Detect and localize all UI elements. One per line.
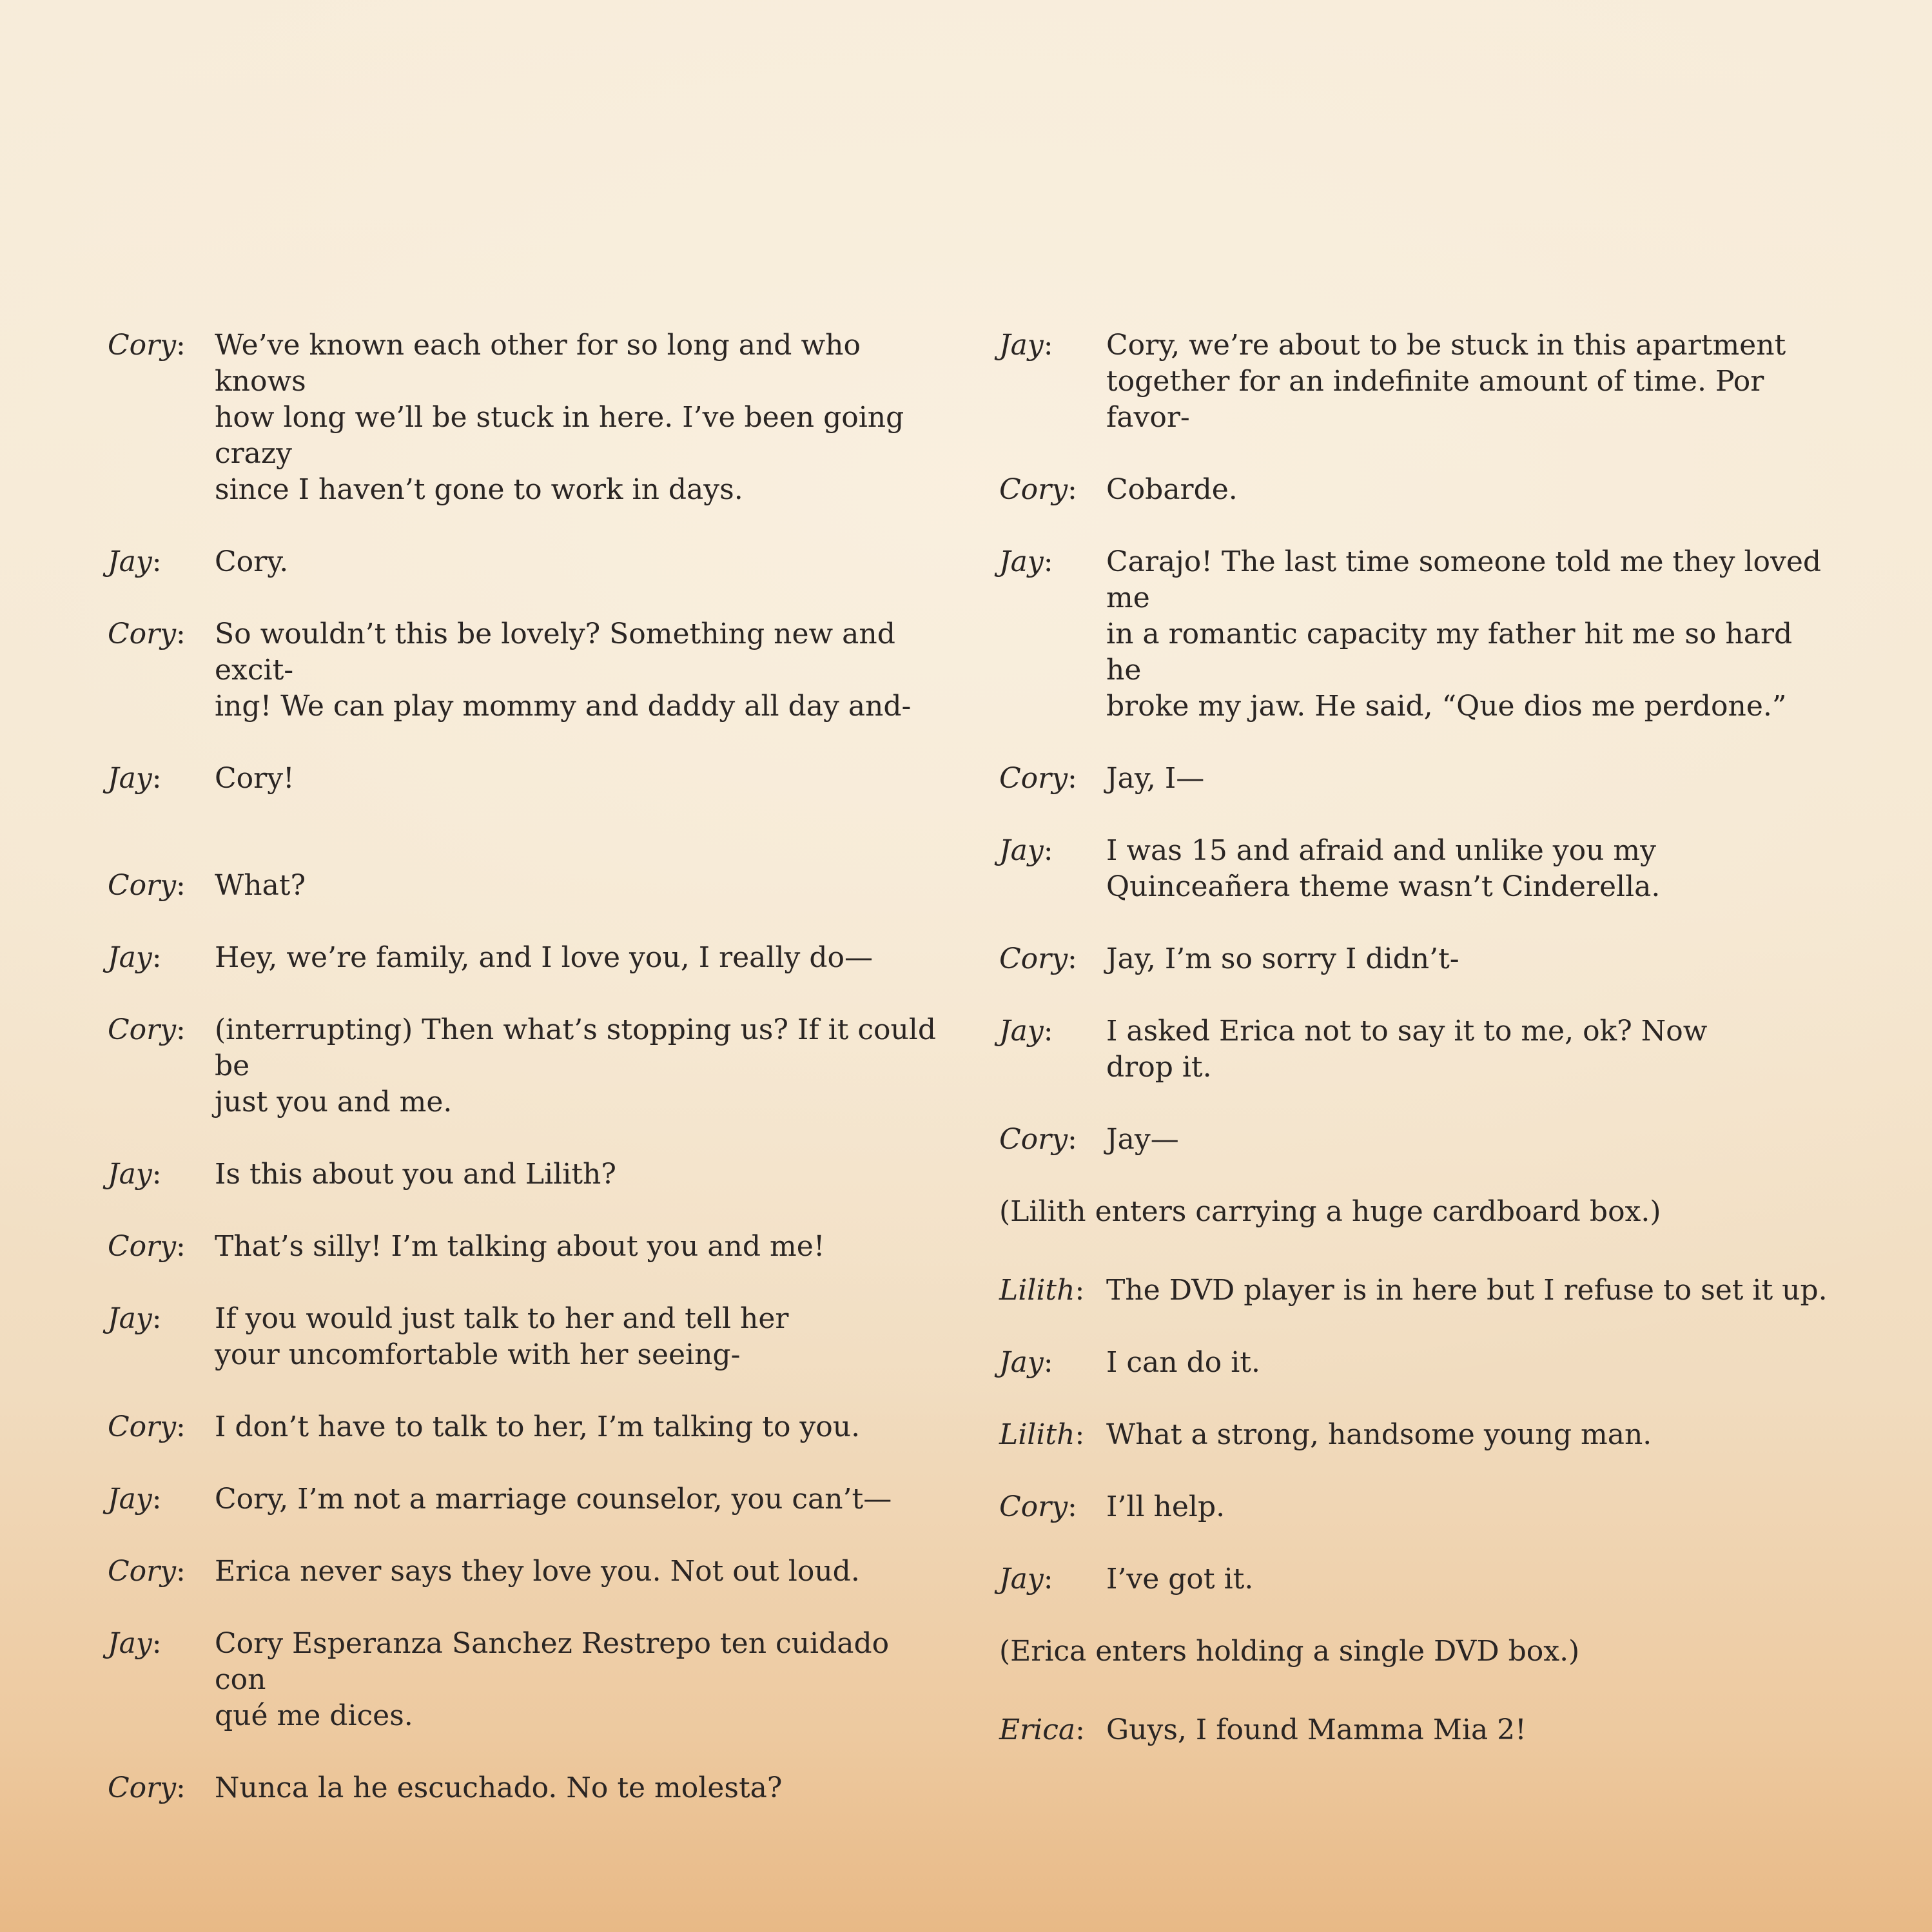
dialogue-line	[999, 1122, 1831, 1158]
dialogue-line	[108, 1770, 946, 1806]
dialogue-text: I was 15 and afraid and unlike you my Quinceañera theme wasn’t Cinderella.	[1106, 834, 1661, 903]
dialogue-text: Erica never says they love you. Not out loud.	[215, 1555, 860, 1588]
dialogue-text: Hey, we’re family, and I love you, I really do—	[215, 941, 873, 974]
speaker-name: Jay:	[108, 941, 162, 974]
dialogue-line	[999, 833, 1831, 905]
dialogue-line	[999, 941, 1831, 977]
dialogue-line	[999, 544, 1831, 725]
dialogue-text: Cory!	[215, 762, 295, 795]
dialogue-line	[999, 1417, 1831, 1453]
dialogue-text: That’s silly! I’m talking about you and me!	[215, 1230, 825, 1263]
speaker-name: Jay:	[108, 1302, 162, 1335]
speaker-name: Jay:	[108, 1483, 162, 1516]
dialogue-text: We’ve known each other for so long and who knows how long we’ll be stuck in here. I’ve been going crazy since I haven’t gone to work in days.	[215, 329, 904, 506]
dialogue-text: Cory Esperanza Sanchez Restrepo ten cuidado con qué me dices.	[215, 1627, 890, 1732]
dialogue-line	[108, 544, 946, 580]
speaker-name: Jay:	[999, 1015, 1053, 1048]
speaker-name: Cory:	[108, 1230, 186, 1263]
dialogue-text: Jay—	[1106, 1123, 1179, 1156]
dialogue-text: The DVD player is in here but I refuse to set it up.	[1106, 1274, 1828, 1307]
speaker-name: Cory:	[999, 762, 1077, 795]
speaker-name: Jay:	[999, 834, 1053, 867]
speaker-name: Cory:	[108, 869, 186, 902]
speaker-name: Cory:	[108, 329, 186, 362]
speaker-name: Erica:	[999, 1713, 1085, 1746]
stage-direction: (Lilith enters carrying a huge cardboard box.)	[999, 1195, 1661, 1228]
dialogue-line	[108, 616, 946, 725]
dialogue-text: Nunca la he escuchado. No te molesta?	[215, 1771, 783, 1804]
dialogue-line	[108, 327, 946, 508]
speaker-name: Lilith:	[999, 1418, 1085, 1451]
dialogue-text: So wouldn’t this be lovely? Something new and excit- ing! We can play mommy and daddy all day and-	[215, 618, 912, 723]
dialogue-text: Guys, I found Mamma Mia 2!	[1106, 1713, 1527, 1746]
dialogue-line	[999, 327, 1831, 436]
dialogue-line	[108, 1409, 946, 1445]
dialogue-line	[108, 1554, 946, 1590]
stage-direction: (Erica enters holding a single DVD box.)	[999, 1635, 1580, 1668]
dialogue-text: I don’t have to talk to her, I’m talking to you.	[215, 1410, 861, 1443]
dialogue-text: Cobarde.	[1106, 473, 1238, 506]
speaker-name: Cory:	[108, 1555, 186, 1588]
dialogue-text: What a strong, handsome young man.	[1106, 1418, 1652, 1451]
dialogue-text: I asked Erica not to say it to me, ok? Now drop it.	[1106, 1015, 1708, 1084]
dialogue-text: I’ve got it.	[1106, 1563, 1254, 1595]
speaker-name: Cory:	[999, 1490, 1077, 1523]
dialogue-line	[999, 1345, 1831, 1381]
speaker-name: Jay:	[999, 545, 1053, 578]
dialogue-line	[999, 761, 1831, 797]
speaker-name: Cory:	[108, 618, 186, 650]
dialogue-line	[999, 472, 1831, 508]
speaker-name: Cory:	[999, 473, 1077, 506]
speaker-name: Jay:	[999, 1563, 1053, 1595]
dialogue-text: (interrupting) Then what’s stopping us? If it could be just you and me.	[215, 1013, 937, 1118]
dialogue-text: Cory.	[215, 545, 289, 578]
dialogue-line	[999, 1489, 1831, 1525]
speaker-name: Cory:	[999, 942, 1077, 975]
dialogue-line	[108, 1301, 946, 1373]
dialogue-text: Cory, we’re about to be stuck in this apartment together for an indefinite amount of time. Por favor-	[1106, 329, 1786, 434]
dialogue-line	[108, 868, 946, 904]
speaker-name: Jay:	[108, 1627, 162, 1660]
dialogue-line	[108, 1012, 946, 1120]
dialogue-text: I’ll help.	[1106, 1490, 1225, 1523]
speaker-name: Jay:	[108, 1158, 162, 1191]
speaker-name: Jay:	[999, 1346, 1053, 1379]
dialogue-line	[108, 940, 946, 976]
dialogue-text: What?	[215, 869, 306, 902]
left-column	[108, 327, 946, 1842]
dialogue-text: Jay, I’m so sorry I didn’t-	[1106, 942, 1459, 975]
right-column	[999, 327, 1831, 1784]
speaker-name: Cory:	[999, 1123, 1077, 1156]
dialogue-line	[108, 1626, 946, 1734]
speaker-name: Cory:	[108, 1771, 186, 1804]
speaker-name: Lilith:	[999, 1274, 1085, 1307]
dialogue-line	[999, 1561, 1831, 1597]
speaker-name: Jay:	[108, 545, 162, 578]
dialogue-text: If you would just talk to her and tell her your uncomfortable with her seeing-	[215, 1302, 789, 1371]
dialogue-line	[108, 1229, 946, 1265]
dialogue-line	[999, 1712, 1831, 1748]
dialogue-text: Cory, I’m not a marriage counselor, you can’t—	[215, 1483, 892, 1516]
dialogue-text: I can do it.	[1106, 1346, 1260, 1379]
speaker-name: Jay:	[999, 329, 1053, 362]
dialogue-line	[108, 761, 946, 797]
dialogue-line	[108, 1156, 946, 1193]
dialogue-text: Carajo! The last time someone told me they loved me in a romantic capacity my father hit me so hard he broke my jaw. He said, “Que dios me perdone.”	[1106, 545, 1822, 723]
dialogue-text: Jay, I—	[1106, 762, 1205, 795]
speaker-name: Jay:	[108, 762, 162, 795]
dialogue-line	[999, 1013, 1831, 1086]
speaker-name: Cory:	[108, 1013, 186, 1046]
dialogue-line	[108, 1481, 946, 1517]
speaker-name: Cory:	[108, 1410, 186, 1443]
dialogue-text: Is this about you and Lilith?	[215, 1158, 616, 1191]
dialogue-line	[999, 1273, 1831, 1309]
